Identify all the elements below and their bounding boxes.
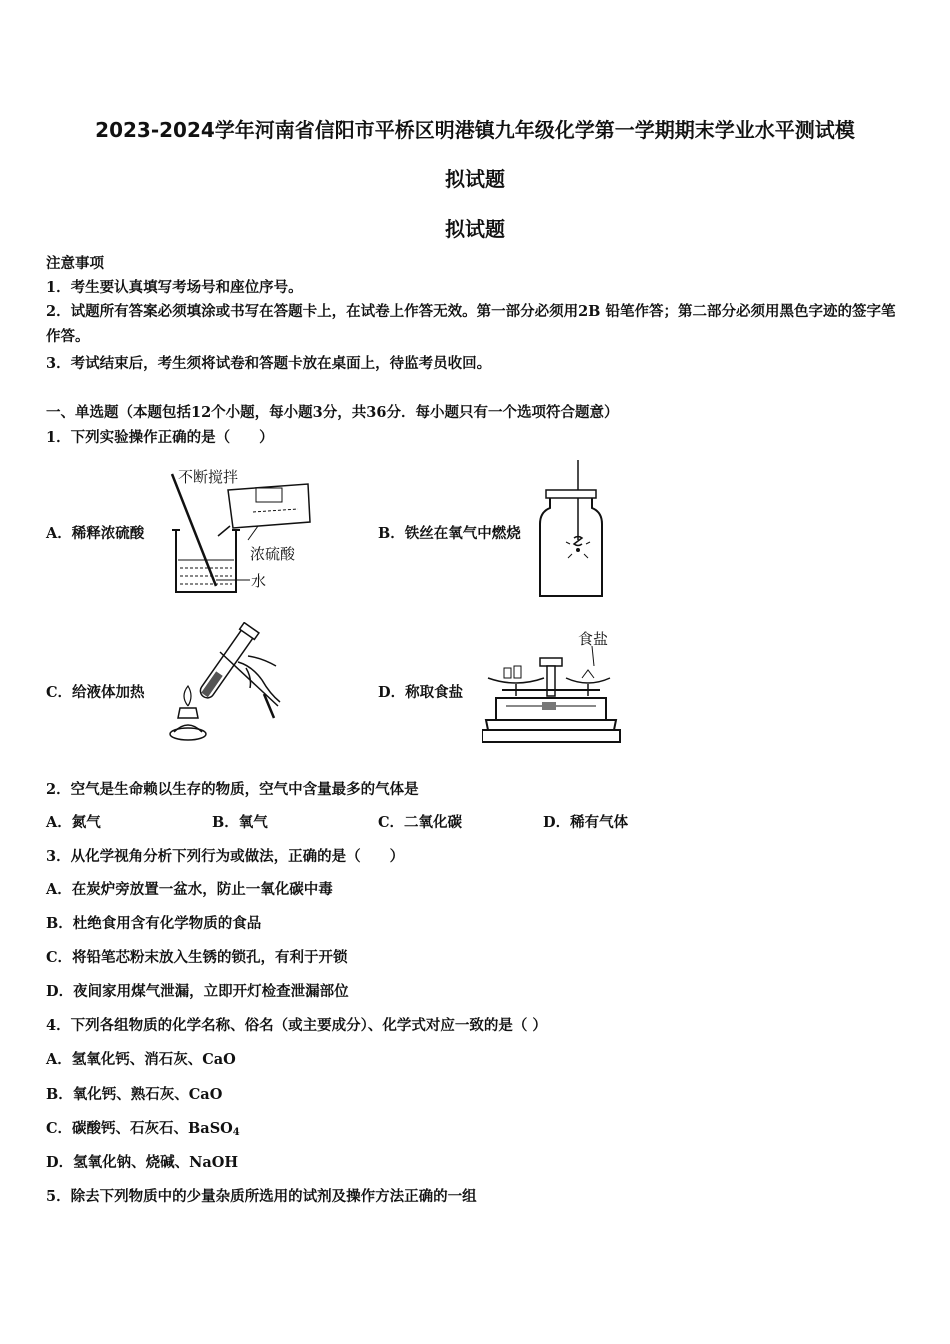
exam-title-line1: 2023-2024学年河南省信阳市平桥区明港镇九年级化学第一学期期末学业水平测试模 (95, 118, 855, 142)
q3-option-c: C．将铅笔芯粉末放入生锈的锁孔，有利于开锁 (46, 949, 348, 966)
exam-title-line3: 拟试题 (445, 217, 505, 241)
question-4-stem: 4．下列各组物质的化学名称、俗名（或主要成分）、化学式对应一致的是（ ） (46, 1017, 547, 1034)
question-3-stem: 3．从化学视角分析下列行为或做法，正确的是（ ） (46, 848, 405, 865)
notice-item-3: 3．考试结束后，考生须将试卷和答题卡放在桌面上，待监考员收回。 (46, 355, 492, 372)
label-salt: 食盐 (578, 630, 609, 648)
question-1-stem: 1．下列实验操作正确的是（ ） (46, 429, 274, 446)
notice-item-1: 1．考生要认真填写考场号和座位序号。 (46, 279, 303, 296)
q4-option-c-subscript: 4 (232, 1127, 240, 1138)
q2-option-a: A．氮气 (46, 814, 101, 831)
q4-option-c (46, 1117, 240, 1138)
exam-title-line2: 拟试题 (445, 167, 505, 191)
section-heading: 一、单选题（本题包括12个小题，每小题3分，共36分．每小题只有一个选项符合题意） (46, 404, 619, 421)
label-acid: 浓硫酸 (250, 545, 296, 563)
q2-option-c: C．二氧化碳 (378, 814, 463, 831)
notice-heading: 注意事项 (46, 255, 104, 272)
figure-heating-liquid (160, 622, 290, 752)
figure-weigh-salt (482, 626, 622, 746)
q1-option-b: B．铁丝在氧气中燃烧 (378, 525, 521, 542)
q1-option-a: A．稀释浓硫酸 (46, 525, 145, 542)
q4-option-c-text: C．碳酸钙、石灰石、BaSO (46, 1120, 233, 1137)
figure-iron-burning (532, 458, 612, 600)
q3-option-d: D．夜间家用煤气泄漏，立即开灯检查泄漏部位 (46, 983, 349, 1000)
q4-option-a: A．氢氧化钙、消石灰、CaO (46, 1051, 236, 1068)
label-water: 水 (251, 572, 267, 590)
q2-option-d: D．稀有气体 (543, 814, 629, 831)
q4-option-b: B．氧化钙、熟石灰、CaO (46, 1086, 223, 1103)
q2-option-b: B．氧气 (212, 814, 268, 831)
question-2-stem: 2．空气是生命赖以生存的物质，空气中含量最多的气体是 (46, 781, 419, 798)
label-stir: 不断搅拌 (178, 468, 239, 486)
q1-option-c: C．给液体加热 (46, 684, 145, 701)
q3-option-a: A．在炭炉旁放置一盆水，防止一氧化碳中毒 (46, 881, 333, 898)
q1-option-d: D．称取食盐 (378, 684, 464, 701)
notice-item-2: 2．试题所有答案必须填涂或书写在答题卡上，在试卷上作答无效。第一部分必须用2B 铅笔作答；第二部分必须用黑色字迹的签字笔作答。 (46, 303, 896, 345)
q4-option-d: D．氢氧化钠、烧碱、NaOH (46, 1154, 239, 1171)
figure-dilute-acid (158, 462, 328, 600)
q3-option-b: B．杜绝食用含有化学物质的食品 (46, 915, 262, 932)
question-5-stem: 5．除去下列物质中的少量杂质所选用的试剂及操作方法正确的一组 (46, 1188, 477, 1205)
